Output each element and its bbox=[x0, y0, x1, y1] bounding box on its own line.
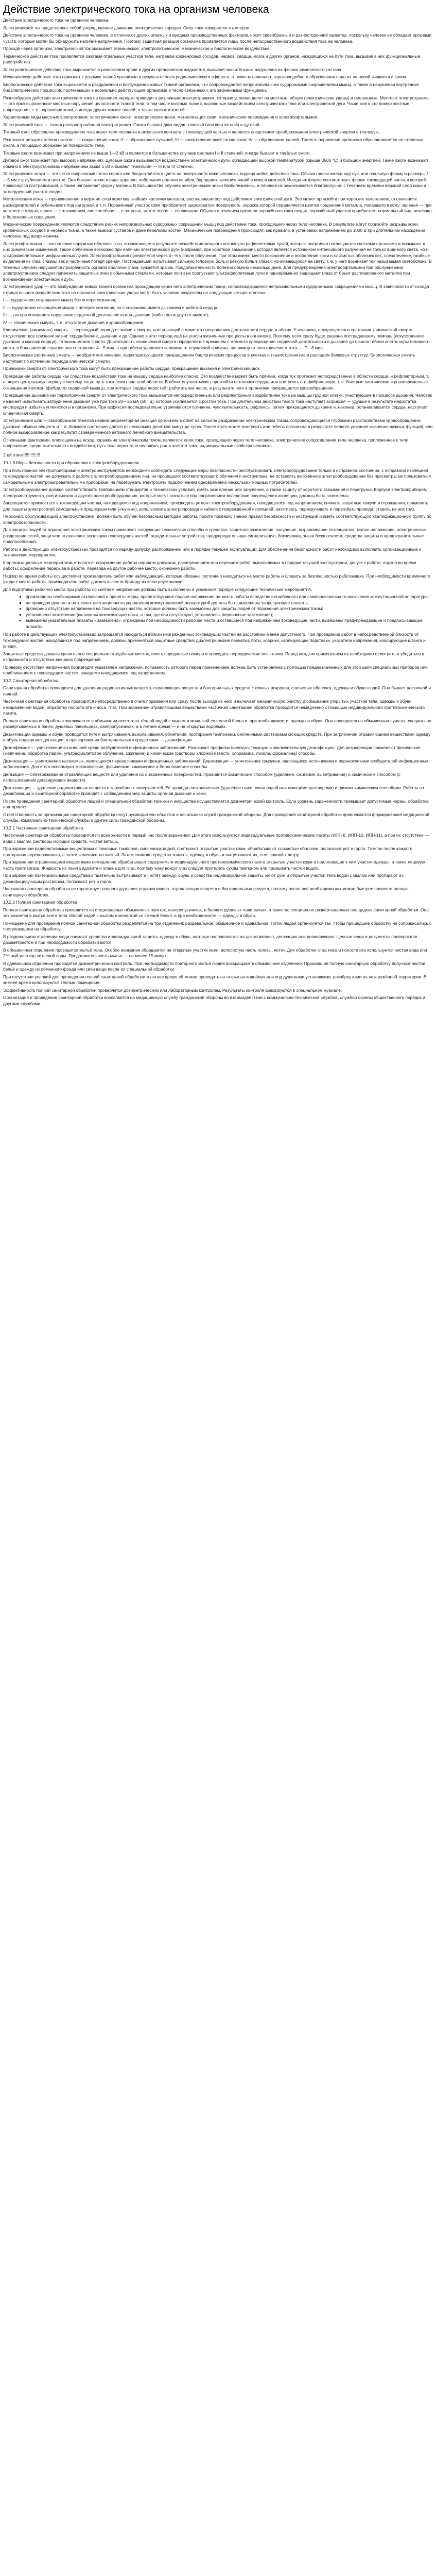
paragraph: В одевальном отделении проводится дозиметрический контроль. При необходимости повторного мытья людей возвращают в обмывочное отделение. Прошедшие полную санитарную обработку получают чистое бельё и одежду из обменного фонда или свои вещи после их специальной обработки. bbox=[3, 960, 426, 972]
paragraph: Дезактивация — удаление радиоактивных веществ с заражённых поверхностей. Её проводят механическим (удаление пыли, смыв водой или моющими растворами) и физико-химическим способами. Работы по дезактивации и санитарной обработке проводят с соблюдением мер защиты органов дыхания и кожи. bbox=[3, 785, 424, 796]
section-partial-treatment bbox=[3, 833, 433, 898]
document-page bbox=[0, 0, 436, 1007]
list-item: ▪ установлено заземление (включены заземляющие ножи, а там, где они отсутствуют, установлены переносные заземления); bbox=[26, 612, 433, 618]
section-full-treatment bbox=[3, 907, 433, 1007]
paragraph: Биологическая (истинная) смерть — необратимое явление, характеризующееся прекращением биологических процессов в клетках и тканях организма и распадом белковых структур. Биологическая смерть наступает по истечении периода клинической смерти. bbox=[3, 352, 415, 364]
list-item: ▪ проверено отсутствие напряжения на токоведущих частях, которые должны быть заземлены для защиты людей от поражения электрическим током; bbox=[26, 606, 433, 612]
paragraph: Различают четыре степени ожогов: I — покраснение кожи; II — образование пузырей; III — омертвление всей толщи кожи; IV — обугливание тканей. Тяжесть поражения организма обуславливается не степенью ожога, а площадью обожжённой поверхности тела. bbox=[3, 137, 424, 148]
paragraph: Частичная санитарная обработка проводится по возможности в первый час после заражения. Для этого используются индивидуальные противохимические пакеты (ИПП-8, ИПП-10, ИПП-11), а при их отсутствии — вода с мылом, растворы моющих средств, чистая ветошь. bbox=[3, 833, 429, 844]
answer-divider: 2-ой ответ!!!!!!!!!!!!!! bbox=[3, 452, 40, 457]
paragraph: Токовый ожог обусловлен прохождением тока через тело человека в результате контакта с токоведущей частью и является следствием преобразования электрической энергии в тепловую. bbox=[3, 129, 380, 134]
section-sanitary-treatment bbox=[3, 685, 433, 824]
paragraph: Прекращение работы сердца как следствие воздействия тока на мышцу сердца наиболее опасно. Это воздействие может быть прямым, когда ток протекает непосредственно в области сердца, и рефлекторным, т. е. через центральную нервную систему, когда путь тока лежит вне этой области. В обоих случаях может произойти остановка сердца или наступить его фибрилляция, т. е. быстрые хаотические и разновременные сокращения волокон (фибрилл) сердечной мышцы, при которых сердце перестаёт работать как насос, в результате чего в организме прекращается кровообращение. bbox=[3, 373, 429, 391]
paragraph: Дезинсекция — уничтожение насекомых, являющихся переносчиками инфекционных заболеваний. Дератизация — уничтожение грызунов, являющихся источниками и переносчиками возбудителей инфекционных заболеваний. Для этого используют механические, физические, химические и биологические способы. bbox=[3, 758, 428, 769]
paragraph: Электрические знаки — это чётко очерченные пятна серого или бледно-жёлтого цвета на поверхности кожи человека, подвергшейся действию тока. Обычно знаки имеют круглую или овальную форму и размеры 1—5 мм с углублением в центре. Они бывают также в виде царапин, небольших ран или ушибов, бородавок, кровоизлияний в кожу и мозолей. Иногда их форма соответствует форме токоведущей части, к которой прикоснулся пострадавший, а также напоминает форму молнии. В большинстве случаев электрические знаки безболезненны, и лечение их заканчивается благополучно: с течением времени верхний слой кожи и затвердевший участок сходят. bbox=[3, 171, 429, 194]
technical-measures-list bbox=[3, 594, 433, 630]
paragraph: Частичная санитарная обработка не гарантирует полного удаления радиоактивных, отравляющих веществ и бактериальных средств, поэтому после неё необходимо как можно быстрее провести полную санитарную обработку. bbox=[3, 886, 409, 897]
paragraph: I — судорожное сокращение мышц без потери сознания; bbox=[3, 297, 116, 302]
paragraph: В обмывочном отделении проводится мытьё тела. Особое внимание обращается на открытые участки кожи, волосистую часть головы, ногти. Для обработки глаз, носа и полости рта используется чистая вода или 2%-ный раствор питьевой соды. Продолжительность мытья — не менее 15 минут. bbox=[3, 947, 427, 958]
section-electric-current bbox=[3, 18, 433, 449]
paragraph: Электрооборудование должно соответствовать требованиям стандартов и технических условий, иметь заземление или зануление, а также защиту от короткого замыкания и перегрузки. Корпуса электроприборов, электроинструмента, светильников и другого электрооборудования, которые могут оказаться под напряжением вследствие повреждения изоляции, должны быть заземлены. bbox=[3, 487, 427, 498]
paragraph: Персонал, обслуживающий электроустановки, должен быть обучен безопасным методам работы, пройти проверку знаний правил безопасности и инструкций и иметь соответствующую квалификационную группу по электробезопасности. bbox=[3, 514, 431, 525]
paragraph: Электрический ток представляет собой упорядоченное движение электрических зарядов. Сила тока измеряется в амперах. bbox=[3, 25, 250, 30]
section-heading: 10.1.8 Меры безопасности при обращении с электрооборудованием bbox=[3, 460, 139, 465]
list-item: ▪ вывешены указательные плакаты «Заземлено», ограждены при необходимости рабочие места и оставшиеся под напряжением токоведущие части, вывешены предупреждающие и предписывающие плакаты. bbox=[26, 618, 433, 630]
paragraph: III — потеря сознания и нарушение сердечной деятельности или дыхания (либо того и другого вместе); bbox=[3, 312, 210, 317]
paragraph: К организационным мероприятиям относятся: оформление работы нарядом-допуском, распоряжением или перечнем работ, выполняемых в порядке текущей эксплуатации; допуск к работе; надзор во время работы; оформление перерыва в работе, перевода на другое рабочее место, окончания работы. bbox=[3, 560, 416, 571]
paragraph: Организация и проведение санитарной обработки возлагаются на медицинскую службу гражданской обороны во взаимодействии с коммунально-технической службой, службой охраны общественного порядка и другими службами. bbox=[3, 995, 425, 1006]
paragraph: Эффективность полной санитарной обработки проверяется дозиметрическим или лабораторным контролем. Результаты контроля фиксируются в специальном журнале. bbox=[3, 987, 342, 993]
paragraph: Механические повреждения являются следствием резких непроизвольных судорожных сокращений мышц под действием тока, проходящего через тело человека. В результате могут произойти разрывы кожи, кровеносных сосудов и нервной ткани, а также вывихи суставов и даже переломы костей. Механические повреждения происходят, как правило, в установках напряжением до 1000 В при длительном нахождении человека под напряжением. bbox=[3, 222, 425, 239]
article-body bbox=[3, 18, 433, 1007]
page-title: Действие электрического тока на организм человека bbox=[3, 4, 269, 15]
paragraph: Для защиты людей от поражения электрическим током применяют следующие технические способы и средства: защитное заземление, зануление, выравнивание потенциалов, малое напряжение, электрическое разделение сетей, защитное отключение, изоляцию токоведущих частей, оградительные устройства, предупредительную сигнализацию, блокировки, знаки безопасности, средства защиты и предохранительные приспособления. bbox=[3, 527, 426, 544]
paragraph: Разнообразие действия электрического тока на организм нередко приводит к различным электротравмам, которые условно делят на местные, общие (электрические удары) и смешанные. Местные электротравмы — это ярко выраженные местные нарушения целостности тканей тела, в том числе костных тканей, вызванные воздействием электрического тока или электрической дуги. Чаще всего это поверхностные повреждения, т. е. поражения кожи, а иногда других мягких тканей, а также связок и костей. bbox=[3, 95, 430, 112]
paragraph: IV — клиническая смерть, т. е. отсутствие дыхания и кровообращения. bbox=[3, 319, 145, 325]
paragraph: Работы в действующих электроустановках проводятся по наряду-допуску, распоряжению или в порядке текущей эксплуатации. Для обеспечения безопасности работ необходимо выполнять организационные и технические мероприятия. bbox=[3, 546, 422, 557]
paragraph: Электролитическое действие тока выражается в разложении крови и других органических жидкостей, вызывая значительные нарушения их физико-химического состава. bbox=[3, 66, 343, 72]
paragraph: При работе в действующих электроустановках запрещается находиться вблизи неогражденных токоведущих частей на расстоянии менее допустимого. При проведении работ в непосредственной близости от токоведущих частей, находящихся под напряжением, должны применяться защитные средства: диэлектрические перчатки, боты, коврики, изолирующие подставки, указатели напряжения, изолирующие штанги и клещи. bbox=[3, 632, 426, 649]
list-item: ▪ на приводах ручного и на ключах дистанционного управления коммутационной аппаратурой должны быть вывешены запрещающие плакаты; bbox=[26, 600, 433, 606]
paragraph: Токовые ожоги возникают при напряжениях не выше 1—2 кВ и являются в большинстве случаев ожогами I и II степеней; иногда бывают и тяжёлые ожоги. bbox=[3, 150, 311, 156]
paragraph: В раздевальном отделении люди снимают средства индивидуальной защиты, одежду и обувь, которые направляются на дезактивацию, дегазацию или дезинфекцию. Ценные вещи и документы проверяются дозиметристом и при необходимости обрабатываются. bbox=[3, 934, 417, 945]
paragraph: Полная санитарная обработка заключается в обмывании всего тела тёплой водой с мылом и мочалкой со сменой белья и, при необходимости, одежды и обуви. Она проводится на обмывочных пунктах, специально развёртываемых в банях, душевых павильонах, санпропускниках, а в летнее время — и на открытых водоёмах. bbox=[3, 718, 431, 729]
paragraph: Проверку отсутствия напряжения производят указателем напряжения, исправность которого перед применением должна быть установлена с помощью предназначенных для этой цели специальных приборов или приближением к токоведущим частям, заведомо находящимся под напряжением. bbox=[3, 664, 428, 675]
paragraph: II — судорожное сокращение мышц с потерей сознания, но с сохранившимися дыханием и работой сердца; bbox=[3, 304, 219, 310]
paragraph: При отсутствии условий для проведения полной санитарной обработки в летнее время её можно проводить на открытых водоёмах или под душевыми установками, развёрнутыми на незаражённой территории. В зимнее время используются тёплые помещения. bbox=[3, 974, 427, 985]
paragraph: При заражении отравляющими веществами немедленно обрабатывают содержимым индивидуального противохимического пакета открытые участки кожи и прилегающие к ним участки одежды, а также лицевую часть противогаза. Жидкость из пакета ядовита и опасна для глаз, поэтому кожу вокруг глаз следует протирать сухим тампоном или промывать чистой водой. bbox=[3, 859, 425, 871]
paragraph: После проведения санитарной обработки людей и специальной обработки техники и имущества осуществляется дозиметрический контроль. Если уровень заражённости превышает допустимые нормы, обработка повторяется. bbox=[3, 798, 429, 809]
paragraph: Проходя через организм, электрический ток оказывает термическое, электролитическое, механическое и биологическое воздействие. bbox=[3, 46, 271, 51]
paragraph: При заражении радиоактивными веществами с помощью тампонов, смоченных водой, протирают открытые участки кожи, обрабатывают слизистые оболочки, полоскают рот и горло. Тампон после каждого протирания переворачивают, а затем заменяют на чистый. Затем снимают средства защиты, одежду и обувь и вытряхивают их, стоя спиной к ветру. bbox=[3, 846, 413, 857]
paragraph: Частичная санитарная обработка проводится непосредственно в очаге поражения или сразу после выхода из него и включает механическую очистку и обмывание открытых участков тела, одежды и обуви незаражённой водой, обработку полости рта и носа, глаз. При заражении отравляющими веществами частичная санитарная обработка проводится немедленно с помощью индивидуального противохимического пакета. bbox=[3, 699, 425, 716]
paragraph: Электрический шок — своеобразная тяжёлая нервно-рефлекторная реакция организма в ответ на сильное раздражение электрическим током, сопровождающаяся глубокими расстройствами кровообращения, дыхания, обмена веществ и т. п. Шоковое состояние длится от нескольких десятков минут до суток. После этого может наступить или гибель организма в результате полного угасания жизненно важных функций, или полное выздоровление как результат своевременного активного лечебного вмешательства. bbox=[3, 418, 433, 435]
paragraph: Причинами смерти от электрического тока могут быть прекращение работы сердца, прекращение дыхания и электрический шок. bbox=[3, 366, 261, 371]
section-heading: 10.2 Санитарная обработка bbox=[3, 677, 59, 683]
paragraph: При заражении бактериальными средствами тщательно вытряхивают и чистят одежду, обувь и средства индивидуальной защиты, моют руки и открытые участки тела водой с мылом или протирают их дезинфицирующим раствором, полоскают рот и горло. bbox=[3, 873, 404, 884]
paragraph: Дуговой ожог возникает при высоких напряжениях. Дуговые ожоги вызываются воздействием электрической дуги, обладающей высокой температурой (свыше 3500 °C) и большой энергией. Такие ожоги возникают обычно в электроустановках напряжением выше 1 кВ и бывают тяжёлыми — III или IV степени. bbox=[3, 158, 429, 169]
section-protective-means bbox=[3, 632, 433, 676]
list-item: ▪ произведены необходимые отключения и приняты меры, препятствующие подаче напряжения на место работы вследствие ошибочного или самопроизвольного включения коммутационной аппаратуры; bbox=[26, 594, 433, 600]
paragraph: Для подготовки рабочего места при работах со снятием напряжения должны быть выполнены в указанном порядке следующие технические мероприятия: bbox=[3, 586, 312, 592]
paragraph: Электрический удар — это возбуждение живых тканей организма проходящим через него электрическим током, сопровождающееся непроизвольными судорожными сокращениями мышц. В зависимости от исхода отрицательного воздействия тока на организм электрические удары могут быть условно разделены на следующие четыре степени: bbox=[3, 284, 429, 295]
section-heading: 10.2.1 Частичная санитарная обработка bbox=[3, 825, 83, 831]
paragraph: Характерные виды местных электротравм: электрические ожоги, электрические знаки, металлизация кожи, механические повреждения и электроофтальмия. bbox=[3, 114, 318, 120]
paragraph: Дезинфекция — уничтожение во внешней среде возбудителей инфекционных заболеваний. Различают профилактическую, текущую и заключительную дезинфекцию. Для дезинфекции применяют физические (кипячение, обработка паром, ультрафиолетовое облучение, сжигание) и химические (растворы хлорной извести, хлорамина, лизола, формалина) способы. bbox=[3, 744, 421, 756]
section-heading: 10.2.2 Полная санитарная обработка bbox=[3, 900, 77, 905]
paragraph: Механическое действие тока приводит к разрыву тканей организма в результате электродинамического эффекта, а также мгновенного взрывоподобного образования пара из тканевой жидкости и крови. bbox=[3, 74, 408, 79]
paragraph: Электрический ожог — самая распространённая электротравма. Ожоги бывают двух видов: токовый (или контактный) и дуговой. bbox=[3, 122, 261, 127]
paragraph: Помещение для проведения полной санитарной обработки разделяется на три отделения: раздевальное, обмывочное и одевальное. Поток людей организуется так, чтобы прошедшие обработку не соприкасались с поступающими на обработку. bbox=[3, 920, 432, 931]
paragraph: Металлизация кожи — проникновение в верхние слои кожи мельчайших частичек металла, расплавившегося под действием электрической дуги. Это может произойти при коротких замыканиях, отключениях разъединителей и рубильников под нагрузкой и т. п. Поражённый участок кожи приобретает шероховатую поверхность, окраска которой определяется цветом соединений металла, попавшего в кожу: зелёная — при контакте с медью, серая — с алюминием, сине-зелёная — с латунью, жёлто-серая — со свинцом. Обычно с течением времени поражённая кожа сходит, поражённый участок приобретает нормальный вид, исчезают и болезненные ощущения. bbox=[3, 196, 432, 219]
section-electrical-safety bbox=[3, 468, 433, 593]
paragraph: Надзор во время работы осуществляет производитель работ или наблюдающий, которые обязаны постоянно находиться на месте работы и следить за безопасностью работающих. При необходимости временного ухода с места работы производитель работ должен вывести бригаду из электроустановки. bbox=[3, 573, 430, 584]
paragraph: Полная санитарная обработка проводится на стационарных обмывочных пунктах, санпропускниках, в банях и душевых павильонах, а также на специально развёртываемых площадках санитарной обработки. Она заключается в мытье всего тела тёплой водой с мылом и мочалкой со сменой белья, а при необходимости — одежды и обуви. bbox=[3, 907, 429, 918]
paragraph: Электроофтальмия — воспаление наружных оболочек глаз, возникающее в результате воздействия мощного потока ультрафиолетовых лучей, которые энергично поглощаются клетками организма и вызывают в них химические изменения. Такое облучение возможно при наличии электрической дуги (например, при коротком замыкании), которая является источником интенсивного излучения не только видимого света, но и ультрафиолетовых и инфракрасных лучей. Электроофтальмия проявляется через 4—8 ч после облучения. При этом имеют место покраснение и воспаление кожи и слизистых оболочек век, слезотечение, гнойные выделения из глаз, спазмы век и частичная потеря зрения. Пострадавший испытывает сильную головную боль и резкую боль в глазах, усиливающуюся на свету, т. е. у него возникает так называемая светобоязнь. В тяжёлых случаях нарушается прозрачность роговой оболочки глаза, сужается зрачок. Продолжительность болезни обычно несколько дней. Для предупреждения электроофтальмии при обслуживании электроустановок следует применять защитные очки с обычными стёклами, которые почти не пропускают ультрафиолетовые лучи и одновременно защищают глаза от брызг расплавленного металла при возникновении электрической дуги. bbox=[3, 241, 432, 282]
paragraph: Ответственность за организацию санитарной обработки несут руководители объектов и начальники служб гражданской обороны. Для проведения санитарной обработки привлекаются формирования медицинской службы, коммунально-технической службы и другие силы гражданской обороны. bbox=[3, 811, 429, 823]
paragraph: Санитарная обработка проводится для удаления радиоактивных веществ, отравляющих веществ и бактериальных средств с кожных покровов, слизистых оболочек, одежды и обуви людей. Она бывает частичной и полной. bbox=[3, 685, 431, 697]
paragraph: Действие электрического тока на организм человека, в отличие от других опасных и вредных производственных факторов, носит своеобразный и разносторонний характер, поскольку человек не обладает органами чувств, которые могли бы обнаружить наличие напряжения. Поэтому защитная реакция организма проявляется лишь после непосредственного воздействия тока на человека. bbox=[3, 32, 432, 44]
paragraph: Клиническая («мнимая») смерть — переходный период от жизни к смерти, наступающий с момента прекращения деятельности сердца и лёгких. У человека, находящегося в состоянии клинической смерти, отсутствуют все признаки жизни: сердцебиение, дыхание и др. Однако в этот период ещё не угасли жизненные процессы в организме. Поэтому, если сразу будет оказана пострадавшему помощь (искусственное дыхание и массаж сердца), то жизнь можно спасти. Длительность клинической смерти определяется временем с момента прекращения сердечной деятельности и дыхания до начала гибели клеток коры головного мозга; в большинстве случаев она составляет 4—5 мин, а при гибели здорового человека от случайной причины, например от электрического тока, — 7—8 мин. bbox=[3, 327, 430, 350]
paragraph: Защитные средства должны храниться в специально отведённых местах, иметь порядковые номера и проходить периодические испытания. Перед каждым применением их необходимо осмотреть и убедиться в исправности и отсутствии внешних повреждений. bbox=[3, 651, 424, 662]
paragraph: Термическое действие тока проявляется ожогами отдельных участков тела, нагревом кровеносных сосудов, нервов, сердца, мозга и других органов, находящихся на пути тока, вызывая в них функциональные расстройства. bbox=[3, 53, 421, 64]
paragraph: Биологическое действие тока выражается в раздражении и возбуждении живых тканей организма, что сопровождается непроизвольными судорожными сокращениями мышц, а также в нарушении внутренних биоэлектрических процессов, протекающих в нормально действующем организме и тесно связанных с его жизненными функциями. bbox=[3, 81, 419, 93]
paragraph: Действие электрического тока на организм человека. bbox=[3, 18, 110, 23]
paragraph: Дегазация — обезвреживание отравляющих веществ или удаление их с заражённых поверхностей. Проводится физическим способом (удаление, сжигание, выветривание) и химическим способом (с использованием дегазирующих веществ). bbox=[3, 771, 400, 783]
paragraph: Прекращение дыхания как первопричина смерти от электрического тока вызывается непосредственным или рефлекторным воздействием тока на мышцы грудной клетки, участвующие в процессе дыхания. Человек начинает испытывать затруднение дыхания уже при токе 20—25 мА (50 Гц), которое усиливается с ростом тока. При длительном действии такого тока наступает асфиксия — удушье в результате недостатка кислорода и избытка углекислоты в организме. При асфиксии последовательно утрачиваются сознание, чувствительность, рефлексы, затем прекращается дыхание и, наконец, останавливается сердце, наступает клиническая смерть. bbox=[3, 393, 432, 416]
paragraph: Запрещается прикасаться к токоведущим частям, находящимся под напряжением; производить ремонт электрооборудования, находящегося под напряжением; снимать защитные кожухи и ограждения; применять для защиты электросетей самодельные предохранители («жучки»); использовать электропровода и кабели с повреждённой изоляцией; натягивать, перекручивать и перегибать провода; ставить на них груз. bbox=[3, 500, 429, 512]
paragraph: Дезактивация одежды и обуви проводится путём вытряхивания, выколачивания, обметания, протирания тампонами, смоченными растворами моющих средств. При загрязнении отравляющими веществами одежду и обувь подвергают дегазации, а при заражении бактериальными средствами — дезинфекции. bbox=[3, 731, 431, 742]
paragraph: При пользовании электроприборами и электроинструментом необходимо соблюдать следующие меры безопасности: эксплуатировать электрооборудование только в исправном состоянии, с исправной изоляцией токоведущих частей; не допускать к работе с электрооборудованием лиц, не прошедших соответствующего обучения и инструктажа; не оставлять включённое электрооборудование без присмотра; не пользоваться самодельными электронагревательными приборами; не перегружать электросеть подключением одновременно нескольких мощных потребителей. bbox=[3, 467, 431, 485]
paragraph: Основными факторами, влияющими на исход поражения электрическим током, являются: сила тока, проходящего через тело человека; электрическое сопротивление тела человека; приложенное к телу напряжение; продолжительность воздействия; путь тока через тело человека; род и частота тока; индивидуальные свойства человека. bbox=[3, 437, 408, 448]
